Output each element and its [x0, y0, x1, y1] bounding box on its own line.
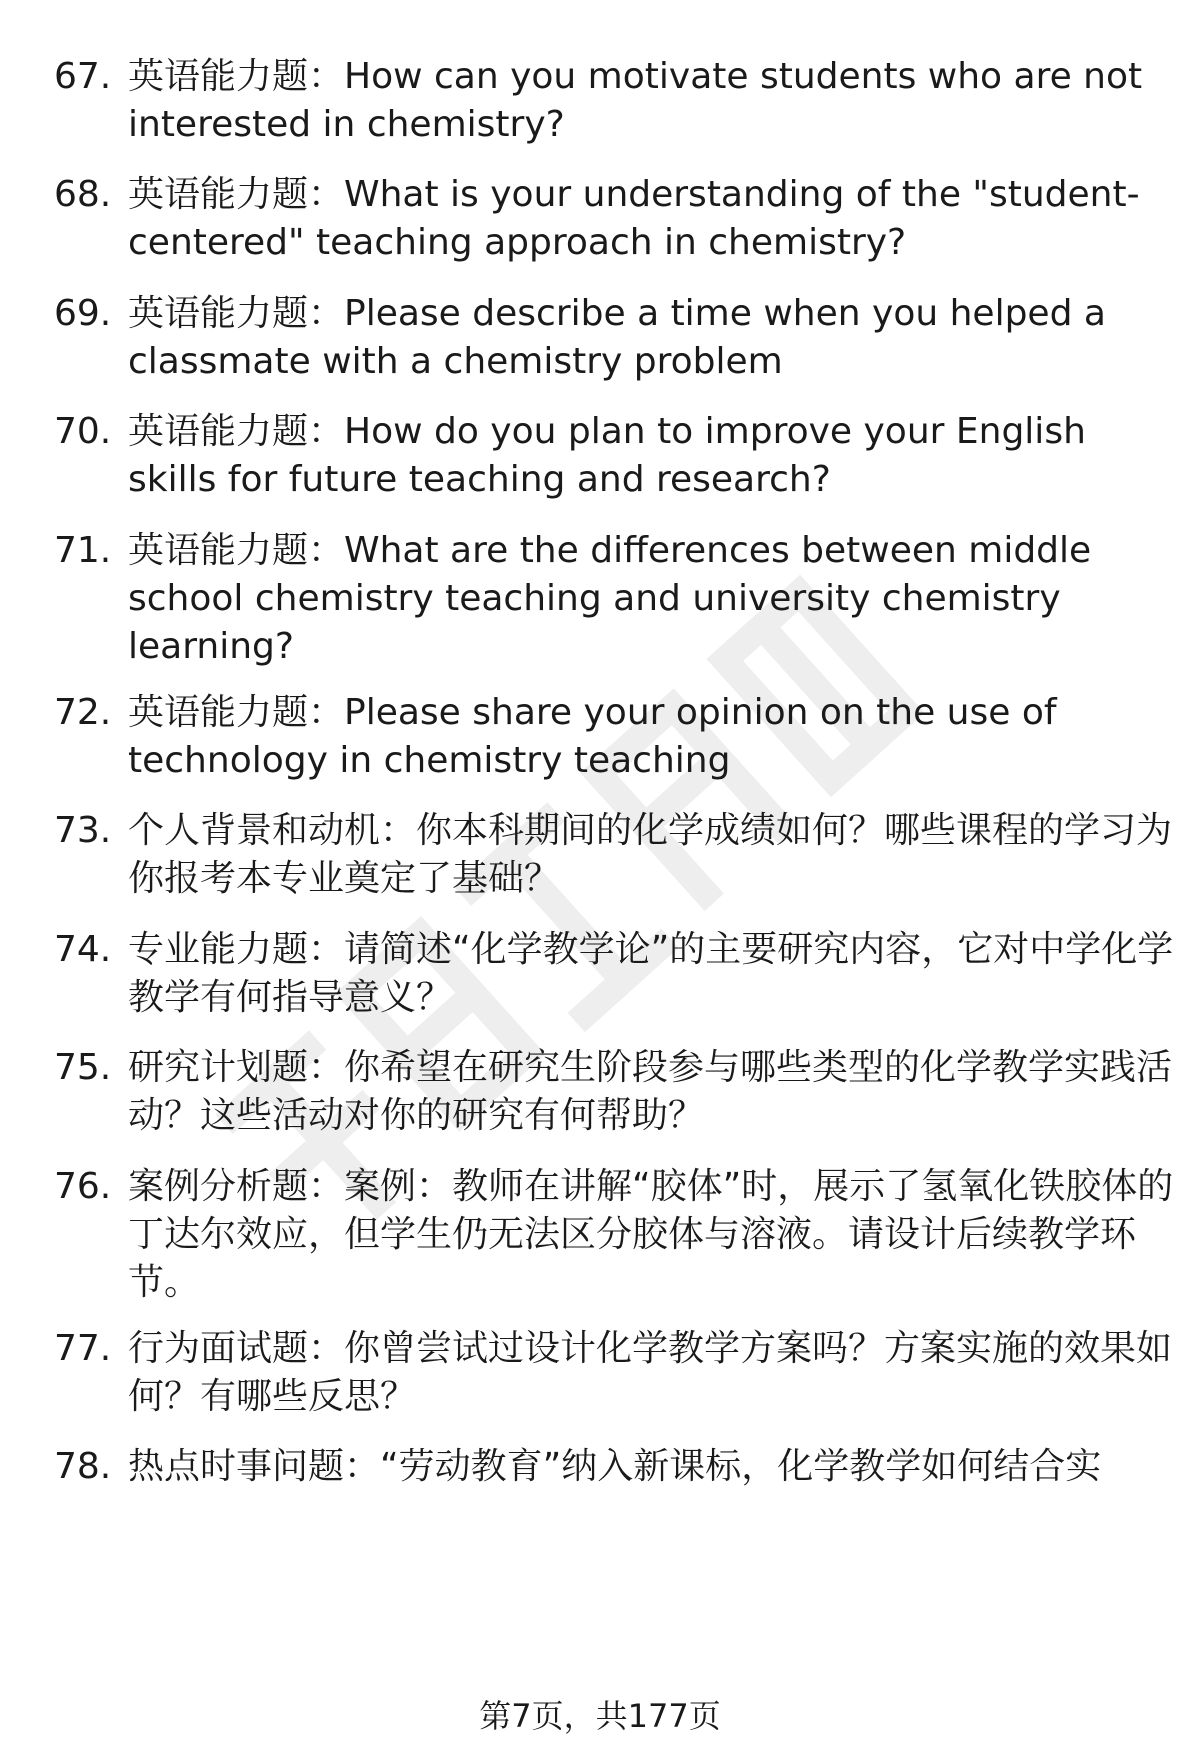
question-text: 研究计划题：你希望在研究生阶段参与哪些类型的化学教学实践活动？这些活动对你的研究有何帮助？ — [128, 1047, 1173, 1136]
question-item — [54, 1044, 1174, 1140]
question-text: 个人背景和动机：你本科期间的化学成绩如何？哪些课程的学习为你报考本专业奠定了基础？ — [128, 810, 1173, 899]
question-text: 英语能力题：Please share your opinion on the use of technology in chemistry teaching — [128, 692, 1057, 781]
question-number: 71. — [54, 530, 112, 571]
question-number: 77. — [54, 1328, 112, 1369]
question-text: 专业能力题：请简述“化学教学论”的主要研究内容，它对中学化学教学有何指导意义？ — [128, 929, 1174, 1018]
question-item — [54, 527, 1174, 671]
question-number: 75. — [54, 1047, 112, 1088]
question-text: 热点时事问题：“劳动教育”纳入新课标，化学教学如何结合实 — [128, 1446, 1102, 1487]
question-item — [54, 408, 1174, 504]
question-item — [54, 1163, 1174, 1307]
question-text: 英语能力题：Please describe a time when you helped a classmate with a chemistry problem — [128, 293, 1106, 382]
question-number: 67. — [54, 56, 112, 97]
page-footer — [0, 1696, 1200, 1736]
question-item — [54, 53, 1174, 149]
question-number: 76. — [54, 1166, 112, 1207]
question-number: 68. — [54, 174, 112, 215]
question-item — [54, 807, 1174, 903]
question-text: 案例分析题：案例：教师在讲解“胶体”时，展示了氢氧化铁胶体的丁达尔效应，但学生仍无法区分胶体与溶液。请设计后续教学环节。 — [128, 1166, 1174, 1303]
question-text: 英语能力题：What are the differences between middle school chemistry teaching and university chemistry learning? — [128, 530, 1092, 667]
question-item — [54, 290, 1174, 386]
question-text: 英语能力题：What is your understanding of the "student-centered" teaching approach in chemistry? — [128, 174, 1140, 263]
question-item — [54, 689, 1174, 785]
question-item — [54, 1325, 1174, 1421]
question-number: 72. — [54, 692, 112, 733]
question-item — [54, 1443, 1174, 1491]
question-text: 英语能力题：How can you motivate students who are not interested in chemistry? — [128, 56, 1143, 145]
question-item — [54, 926, 1174, 1022]
question-number: 69. — [54, 293, 112, 334]
question-number: 73. — [54, 810, 112, 851]
question-text: 英语能力题：How do you plan to improve your English skills for future teaching and research? — [128, 411, 1086, 500]
page-number-label: 第7页，共177页 — [479, 1697, 721, 1735]
question-number: 78. — [54, 1446, 112, 1487]
question-number: 74. — [54, 929, 112, 970]
question-item — [54, 171, 1174, 267]
question-text: 行为面试题：你曾尝试过设计化学教学方案吗？方案实施的效果如何？有哪些反思？ — [128, 1328, 1173, 1417]
question-number: 70. — [54, 411, 112, 452]
